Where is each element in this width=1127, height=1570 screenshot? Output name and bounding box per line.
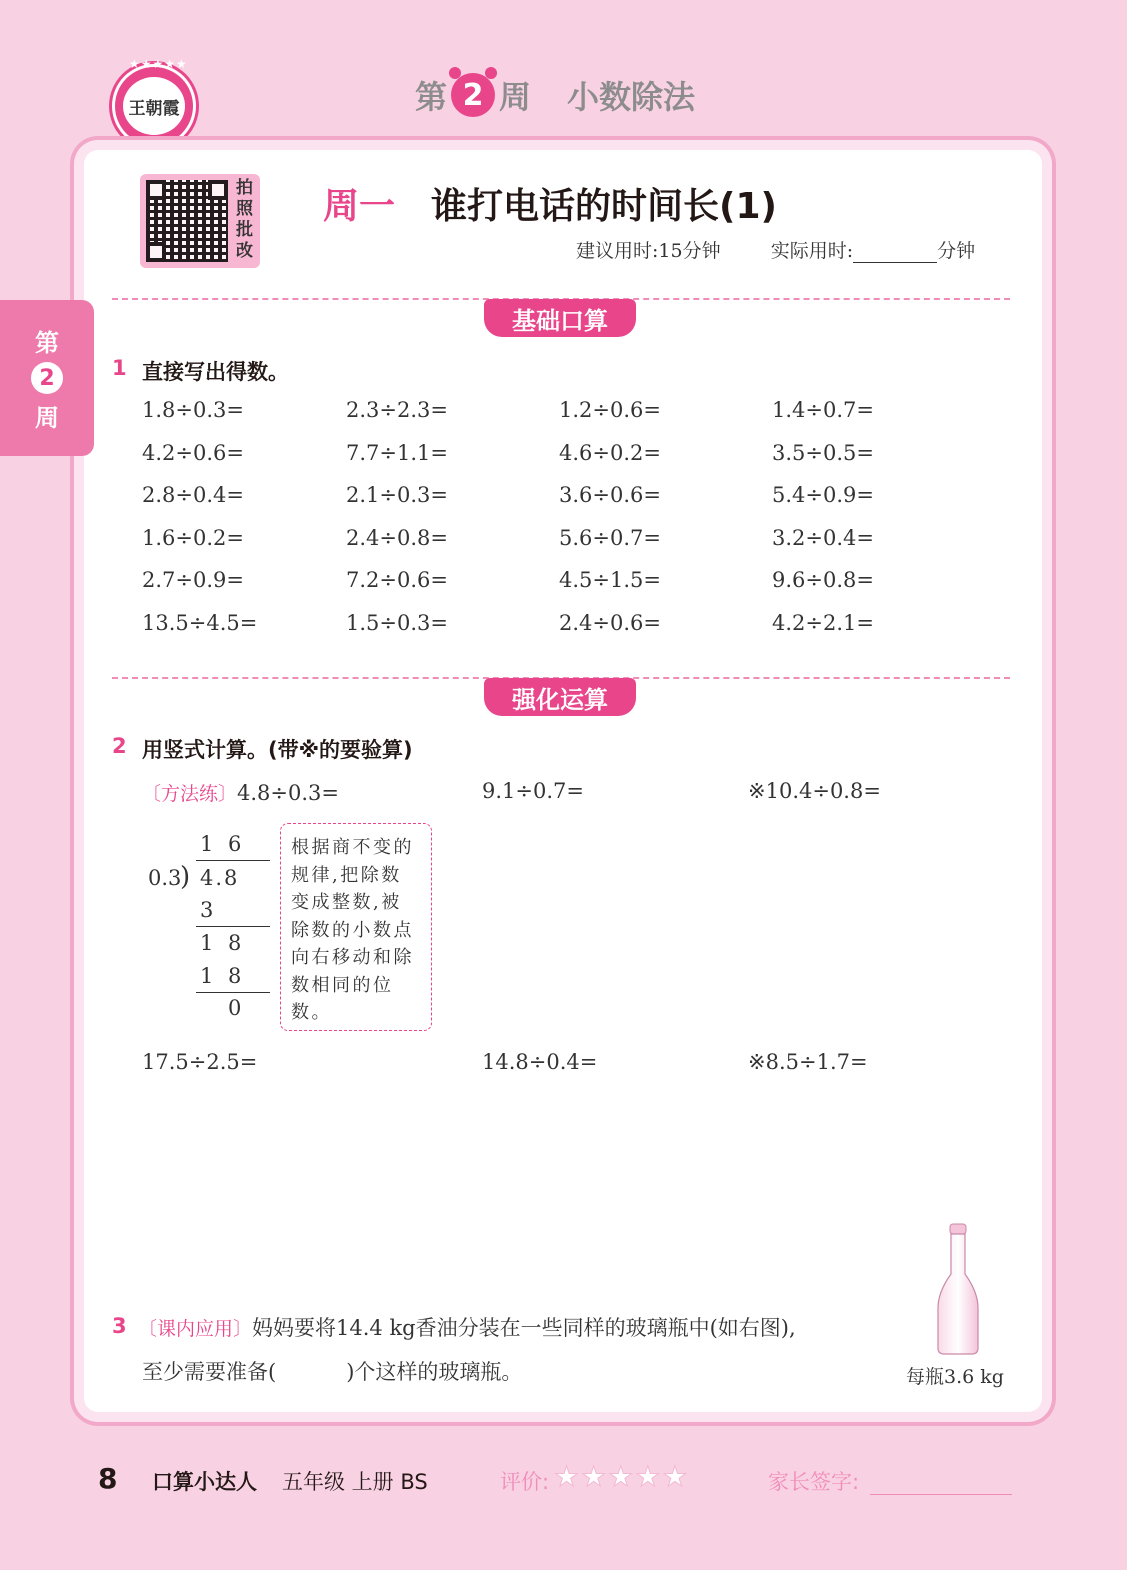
lesson-title: [323, 178, 777, 229]
actual-time-label: 实际用时:: [770, 240, 854, 262]
ld-bracket-icon: ): [180, 862, 191, 892]
qr-label: 拍照批改: [236, 178, 253, 261]
oral-calc-item: 3.2÷0.4=: [772, 525, 874, 550]
lesson-day: 周一: [323, 186, 396, 227]
question3-line2: [142, 1356, 522, 1386]
oral-calc-item: 2.4÷0.8=: [346, 525, 448, 550]
question1-number: 1: [112, 356, 127, 380]
question3-number: 3: [112, 1314, 127, 1338]
week-number-badge: 2: [451, 73, 495, 117]
problem-item: 14.8÷0.4=: [482, 1050, 598, 1074]
rating-label: 评价:: [500, 1470, 550, 1494]
unit-topic: 小数除法: [567, 78, 696, 116]
problem-text: 4.8÷0.3=: [237, 781, 340, 805]
side-tab-prefix: 第: [35, 329, 59, 357]
qr-code-icon[interactable]: [146, 180, 228, 262]
page-header: [415, 70, 695, 120]
ld-divisor: 0.3: [148, 866, 182, 890]
problem-item: [142, 779, 339, 806]
oral-calc-item: 2.8÷0.4=: [142, 483, 244, 507]
ld-quotient: 1 6: [200, 832, 246, 856]
bottle-caption: 每瓶3.6 kg: [906, 1366, 1004, 1388]
glass-bottle-icon: [930, 1222, 986, 1358]
oral-calc-item: 3.6÷0.6=: [559, 483, 661, 507]
side-week-tab: [0, 300, 94, 456]
oral-calc-item: 1.4÷0.7=: [772, 398, 874, 422]
parent-sign-blank[interactable]: [870, 1494, 1012, 1495]
ld-bar: [196, 860, 270, 861]
question3-text-a: 至少需要准备(: [142, 1360, 277, 1384]
oral-calc-item: 4.2÷2.1=: [772, 610, 874, 635]
oral-calc-item: 2.1÷0.3=: [346, 483, 448, 507]
week-prefix: 第: [415, 78, 448, 116]
logo-stars-icon: ★★★★★: [129, 57, 188, 71]
question3-line1: [138, 1312, 796, 1342]
oral-calc-item: 2.7÷0.9=: [142, 568, 244, 592]
page-number: 8: [98, 1462, 118, 1495]
week-suffix: 周: [499, 78, 532, 116]
ld-remainder: 0: [228, 996, 242, 1020]
parent-sign-label: 家长签字:: [768, 1470, 860, 1494]
problem-item: 17.5÷2.5=: [142, 1050, 258, 1074]
actual-time-blank[interactable]: [853, 244, 937, 263]
logo-text: 王朝霞: [123, 77, 185, 135]
ld-dividend: 4.8: [200, 866, 240, 890]
oral-calc-item: 1.6÷0.2=: [142, 525, 244, 550]
problem-item: ※10.4÷0.8=: [748, 779, 881, 803]
question2-text: 用竖式计算。(带※的要验算): [142, 738, 413, 762]
side-tab-suffix: 周: [35, 404, 59, 432]
application-tag: 〔课内应用〕: [138, 1318, 253, 1340]
ld-step: 3: [200, 898, 214, 922]
book-title: 口算小达人: [152, 1470, 257, 1494]
hint-note: 根据商不变的规律,把除数变成整数,被除数的小数点向右移动和除数相同的位数。: [280, 823, 432, 1031]
question1-text: 直接写出得数。: [142, 360, 289, 384]
oral-calc-item: 3.5÷0.5=: [772, 440, 874, 465]
section1-label: 基础口算: [484, 299, 636, 337]
side-tab-number: 2: [31, 362, 63, 394]
ld-line: [196, 926, 270, 927]
brand-logo: [112, 57, 196, 148]
suggested-time: 建议用时:15分钟: [576, 240, 721, 262]
oral-calc-item: 7.7÷1.1=: [346, 440, 448, 465]
oral-calc-item: 1.5÷0.3=: [346, 610, 448, 635]
oral-calc-item: 5.4÷0.9=: [772, 483, 874, 507]
oral-calc-item: 1.8÷0.3=: [142, 398, 244, 422]
lesson-name: 谁打电话的时间长(1): [431, 186, 777, 227]
question3-text-b: )个这样的玻璃瓶。: [346, 1360, 523, 1384]
oral-calc-item: 1.2÷0.6=: [559, 398, 661, 422]
question3-text: 妈妈要将14.4 kg香油分装在一些同样的玻璃瓶中(如右图),: [252, 1316, 796, 1340]
oral-calc-item: 7.2÷0.6=: [346, 568, 448, 592]
qr-code-block[interactable]: [140, 174, 260, 268]
ld-step: 1 8: [200, 931, 246, 955]
ld-step: 1 8: [200, 964, 246, 988]
problem-item: 9.1÷0.7=: [482, 779, 584, 803]
oral-calc-item: 4.6÷0.2=: [559, 440, 661, 465]
actual-time-unit: 分钟: [937, 240, 976, 262]
method-tag: 〔方法练〕: [142, 783, 238, 805]
oral-calc-item: 5.6÷0.7=: [559, 525, 661, 550]
oral-calc-item: 4.5÷1.5=: [559, 568, 661, 592]
section2-label: 强化运算: [484, 678, 636, 716]
question2-number: 2: [112, 734, 127, 758]
rating-stars-icon[interactable]: ★★★★★: [554, 1460, 690, 1493]
oral-calc-item: 2.3÷2.3=: [346, 398, 448, 422]
oral-calc-item: 9.6÷0.8=: [772, 568, 874, 592]
book-grade: 五年级 上册 BS: [282, 1470, 428, 1494]
ld-line: [196, 992, 270, 993]
oral-calc-item: 13.5÷4.5=: [142, 610, 258, 635]
oral-calc-item: 2.4÷0.6=: [559, 610, 661, 635]
oral-calc-item: 4.2÷0.6=: [142, 440, 244, 465]
problem-item: ※8.5÷1.7=: [748, 1050, 868, 1074]
time-row: [576, 236, 975, 263]
